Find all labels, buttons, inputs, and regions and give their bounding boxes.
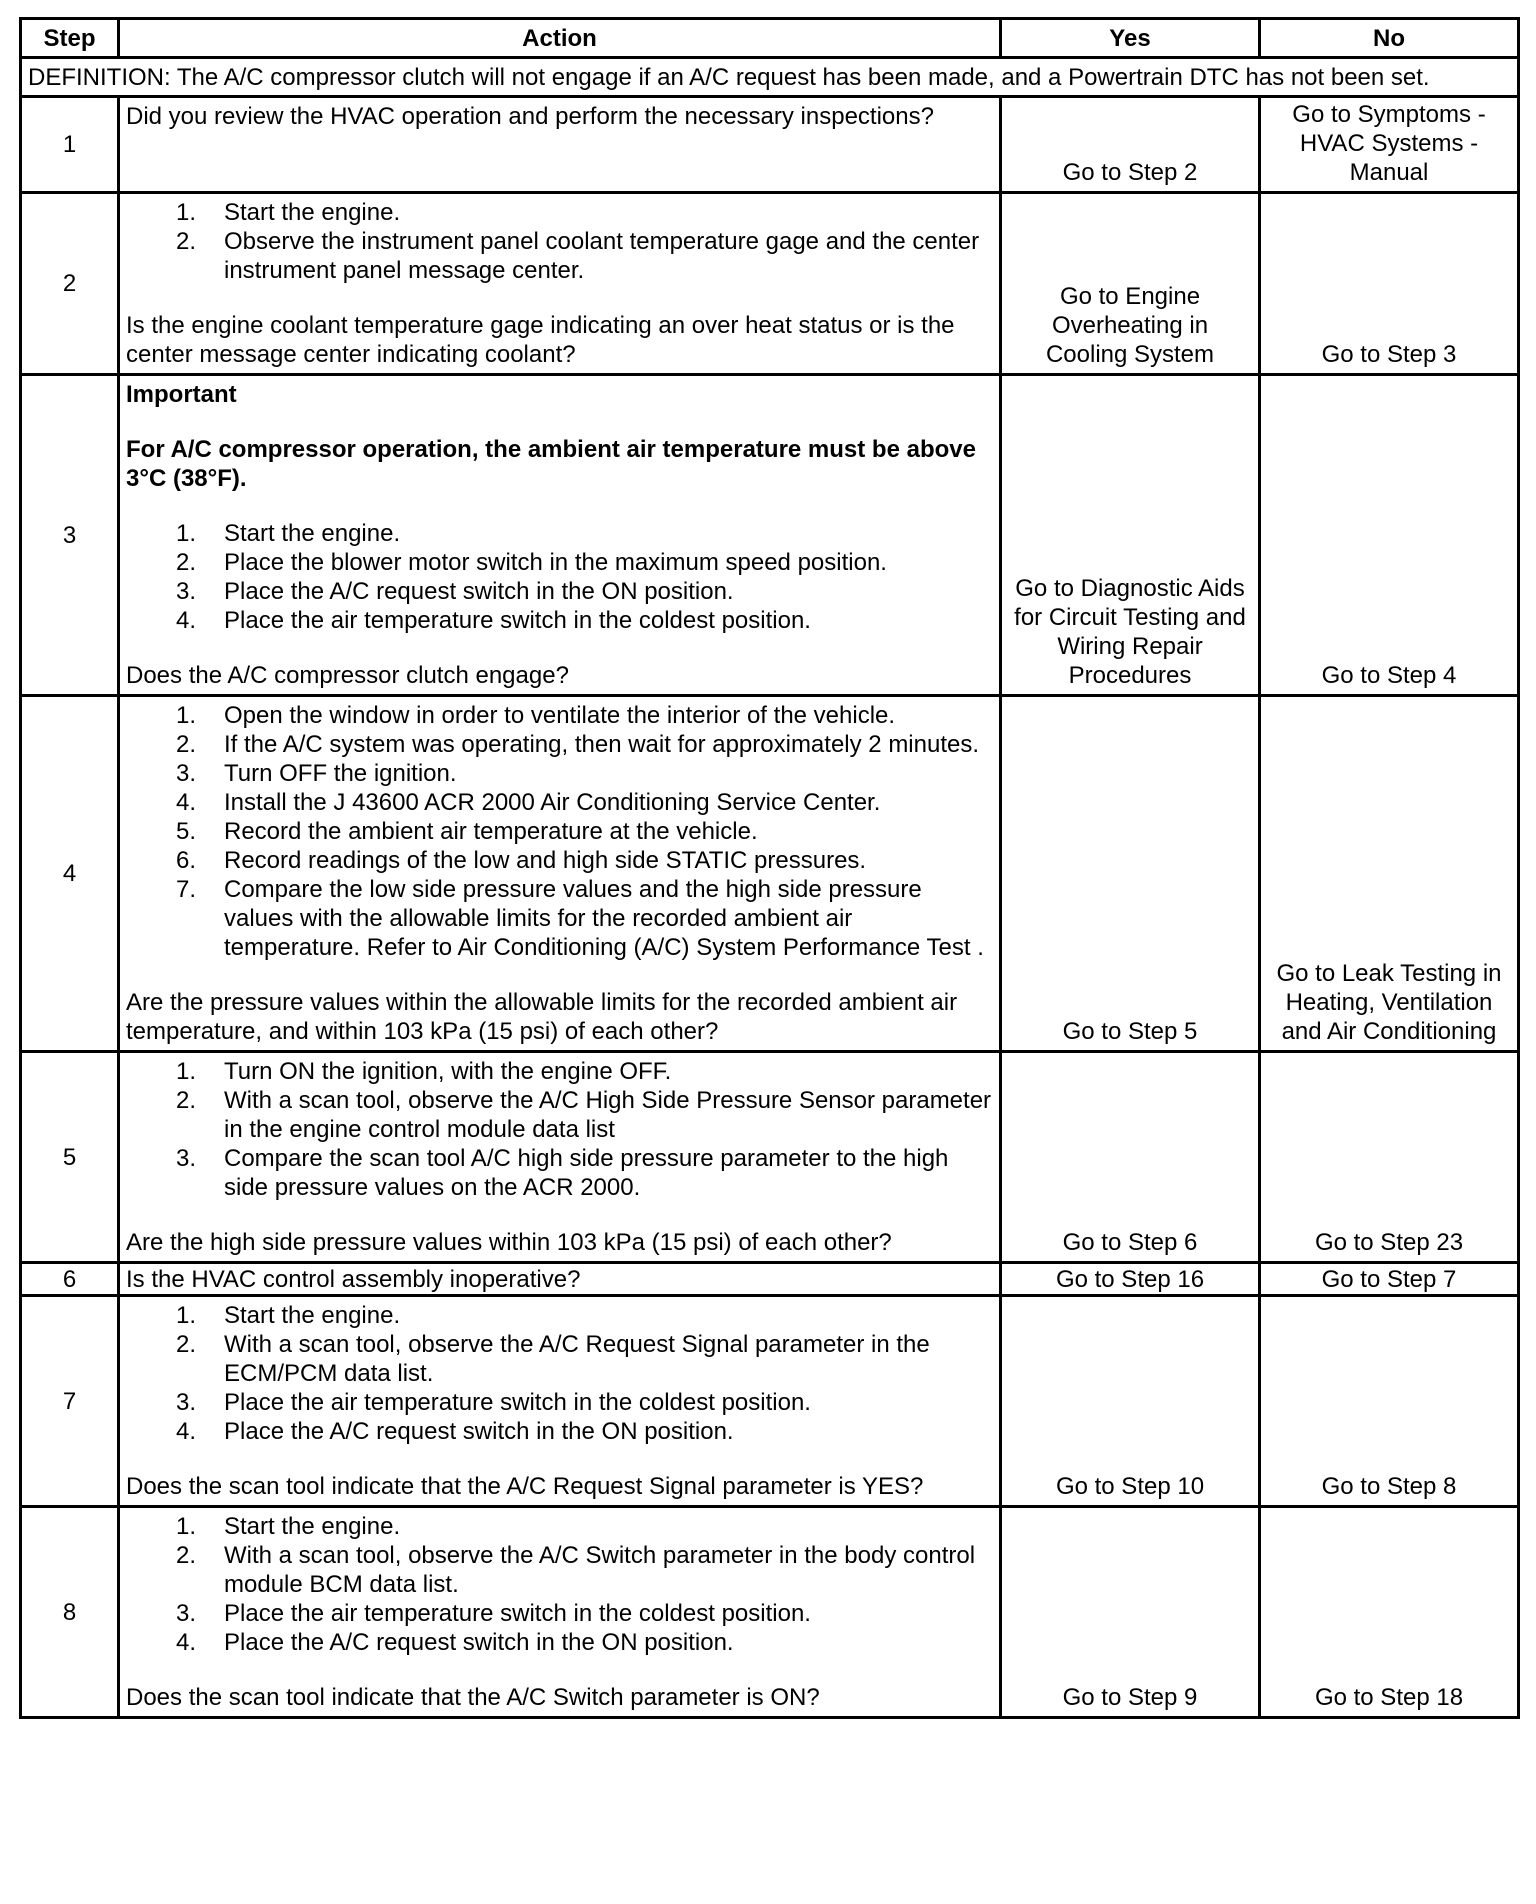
step-list-item	[126, 817, 993, 846]
no-result: Go to Step 8	[1260, 1296, 1519, 1507]
step-number: 3	[21, 375, 119, 696]
step-list	[126, 701, 993, 962]
list-item-text: With a scan tool, observe the A/C Switch parameter in the body control module BCM data list.	[224, 1542, 976, 1598]
list-item-text: Turn OFF the ignition.	[224, 760, 457, 787]
header-row	[21, 19, 1519, 58]
list-item-text: With a scan tool, observe the A/C High Side Pressure Sensor parameter in the engine control module data list	[224, 1087, 992, 1143]
no-result: Go to Step 18	[1260, 1507, 1519, 1718]
question-text: Is the HVAC control assembly inoperative?	[126, 1265, 581, 1293]
list-item-number: 1.	[176, 702, 197, 729]
question-text: Are the pressure values within the allowable limits for the recorded ambient air temperature, and within 103 kPa (15 psi) of each other?	[126, 989, 958, 1045]
list-item-number: 1.	[176, 199, 197, 226]
diagnostic-table	[19, 17, 1520, 1719]
yes-result: Go to Step 9	[1001, 1507, 1260, 1718]
step-list	[126, 1057, 993, 1202]
step-number: 7	[21, 1296, 119, 1507]
list-item-text: Record readings of the low and high side STATIC pressures.	[224, 847, 867, 874]
step-list-item	[126, 759, 993, 788]
list-item-number: 1.	[176, 1058, 197, 1085]
list-item-number: 4.	[176, 1629, 197, 1656]
step-number: 2	[21, 193, 119, 375]
list-item-text: Compare the low side pressure values and the high side pressure values with the allowable limits for the recorded ambient air temperature. Refer to Air Conditioning (A/C) System Performance Test .	[224, 876, 984, 961]
list-item-number: 2.	[176, 228, 197, 255]
list-item-text: Place the air temperature switch in the coldest position.	[224, 1389, 811, 1416]
step-list-item	[126, 1086, 993, 1144]
list-item-text: Place the air temperature switch in the coldest position.	[224, 607, 811, 634]
list-item-text: Start the engine.	[224, 1302, 401, 1329]
list-item-text: Start the engine.	[224, 1513, 401, 1540]
question-text: Are the high side pressure values within 103 kPa (15 psi) of each other?	[126, 1229, 892, 1256]
list-item-number: 2.	[176, 549, 197, 576]
step-list-item	[126, 1388, 993, 1417]
step-list	[126, 1512, 993, 1657]
header-no: No	[1260, 19, 1519, 58]
step-list-item	[126, 1330, 993, 1388]
list-item-text: With a scan tool, observe the A/C Request Signal parameter in the ECM/PCM data list.	[224, 1331, 930, 1387]
question-text: Does the A/C compressor clutch engage?	[126, 662, 569, 689]
step-list-item	[126, 198, 993, 227]
list-item-number: 4.	[176, 607, 197, 634]
list-item-text: Place the blower motor switch in the maximum speed position.	[224, 549, 887, 576]
step-row	[21, 97, 1519, 193]
step-list-item	[126, 606, 993, 635]
step-list-item	[126, 1144, 993, 1202]
list-item-text: Install the J 43600 ACR 2000 Air Conditioning Service Center.	[224, 789, 881, 816]
step-number: 1	[21, 97, 119, 193]
step-row	[21, 1296, 1519, 1507]
action-cell	[119, 1507, 1001, 1718]
list-item-text: Place the A/C request switch in the ON position.	[224, 578, 734, 605]
question-text: Does the scan tool indicate that the A/C Request Signal parameter is YES?	[126, 1473, 924, 1500]
yes-result: Go to Step 5	[1001, 696, 1260, 1052]
action-cell	[119, 1296, 1001, 1507]
no-result: Go to Symptoms - HVAC Systems - Manual	[1260, 97, 1519, 193]
step-list-item	[126, 1599, 993, 1628]
action-cell	[119, 375, 1001, 696]
header-step: Step	[21, 19, 119, 58]
step-row	[21, 1052, 1519, 1263]
step-list	[126, 519, 993, 635]
step-list	[126, 198, 993, 285]
yes-result: Go to Engine Overheating in Cooling System	[1001, 193, 1260, 375]
step-row	[21, 696, 1519, 1052]
step-number: 4	[21, 696, 119, 1052]
action-cell	[119, 696, 1001, 1052]
list-item-number: 2.	[176, 731, 197, 758]
list-item-text: Place the A/C request switch in the ON position.	[224, 1629, 734, 1656]
list-item-number: 4.	[176, 1418, 197, 1445]
list-item-number: 7.	[176, 876, 197, 903]
no-result: Go to Step 7	[1260, 1263, 1519, 1296]
no-result: Go to Step 4	[1260, 375, 1519, 696]
list-item-number: 3.	[176, 760, 197, 787]
list-item-number: 6.	[176, 847, 197, 874]
yes-result: Go to Diagnostic Aids for Circuit Testing and Wiring Repair Procedures	[1001, 375, 1260, 696]
definition-row	[21, 58, 1519, 97]
step-list-item	[126, 548, 993, 577]
step-list-item	[126, 730, 993, 759]
no-result: Go to Step 23	[1260, 1052, 1519, 1263]
step-list-item	[126, 1417, 993, 1446]
question-text: Did you review the HVAC operation and perform the necessary inspections?	[126, 103, 934, 130]
step-list	[126, 1301, 993, 1446]
yes-result: Go to Step 16	[1001, 1263, 1260, 1296]
action-cell	[119, 1052, 1001, 1263]
step-row	[21, 193, 1519, 375]
step-number: 5	[21, 1052, 119, 1263]
list-item-text: If the A/C system was operating, then wait for approximately 2 minutes.	[224, 731, 980, 758]
list-item-text: Start the engine.	[224, 199, 401, 226]
list-item-text: Record the ambient air temperature at the vehicle.	[224, 818, 758, 845]
diagnostic-table-sheet	[19, 17, 1517, 1884]
step-list-item	[126, 1628, 993, 1657]
action-cell	[119, 193, 1001, 375]
step-list-item	[126, 701, 993, 730]
step-list-item	[126, 788, 993, 817]
list-item-number: 4.	[176, 789, 197, 816]
list-item-number: 3.	[176, 1145, 197, 1172]
yes-result: Go to Step 2	[1001, 97, 1260, 193]
yes-result: Go to Step 10	[1001, 1296, 1260, 1507]
list-item-number: 1.	[176, 1302, 197, 1329]
list-item-number: 2.	[176, 1087, 197, 1114]
no-result: Go to Step 3	[1260, 193, 1519, 375]
important-heading: Important	[126, 381, 237, 408]
step-list-item	[126, 519, 993, 548]
header-yes: Yes	[1001, 19, 1260, 58]
no-result: Go to Leak Testing in Heating, Ventilation and Air Conditioning	[1260, 696, 1519, 1052]
step-row	[21, 1507, 1519, 1718]
list-item-text: Turn ON the ignition, with the engine OFF.	[224, 1058, 672, 1085]
header-action: Action	[119, 19, 1001, 58]
question-text: Is the engine coolant temperature gage indicating an over heat status or is the center message center indicating coolant?	[126, 312, 955, 368]
list-item-text: Start the engine.	[224, 520, 401, 547]
list-item-number: 1.	[176, 1513, 197, 1540]
list-item-text: Place the A/C request switch in the ON position.	[224, 1418, 734, 1445]
list-item-text: Observe the instrument panel coolant temperature gage and the center instrument panel message center.	[224, 228, 980, 284]
step-list-item	[126, 577, 993, 606]
list-item-text: Place the air temperature switch in the coldest position.	[224, 1600, 811, 1627]
step-list-item	[126, 846, 993, 875]
list-item-number: 3.	[176, 1389, 197, 1416]
step-list-item	[126, 1512, 993, 1541]
step-list-item	[126, 1057, 993, 1086]
list-item-number: 2.	[176, 1542, 197, 1569]
list-item-text: Open the window in order to ventilate the interior of the vehicle.	[224, 702, 896, 729]
list-item-number: 3.	[176, 578, 197, 605]
list-item-number: 3.	[176, 1600, 197, 1627]
question-text: Does the scan tool indicate that the A/C Switch parameter is ON?	[126, 1684, 820, 1711]
step-list-item	[126, 1541, 993, 1599]
step-number: 8	[21, 1507, 119, 1718]
action-cell	[119, 97, 1001, 193]
action-cell	[119, 1263, 1001, 1296]
list-item-number: 1.	[176, 520, 197, 547]
list-item-text: Compare the scan tool A/C high side pressure parameter to the high side pressure values on the ACR 2000.	[224, 1145, 949, 1201]
step-row	[21, 1263, 1519, 1296]
important-text: For A/C compressor operation, the ambient air temperature must be above 3°C (38°F).	[126, 436, 976, 492]
list-item-number: 2.	[176, 1331, 197, 1358]
definition-text: DEFINITION: The A/C compressor clutch will not engage if an A/C request has been made, and a Powertrain DTC has not been set.	[21, 58, 1519, 97]
yes-result: Go to Step 6	[1001, 1052, 1260, 1263]
step-list-item	[126, 227, 993, 285]
step-row	[21, 375, 1519, 696]
list-item-number: 5.	[176, 818, 197, 845]
step-number: 6	[21, 1263, 119, 1296]
step-list-item	[126, 875, 993, 962]
step-list-item	[126, 1301, 993, 1330]
